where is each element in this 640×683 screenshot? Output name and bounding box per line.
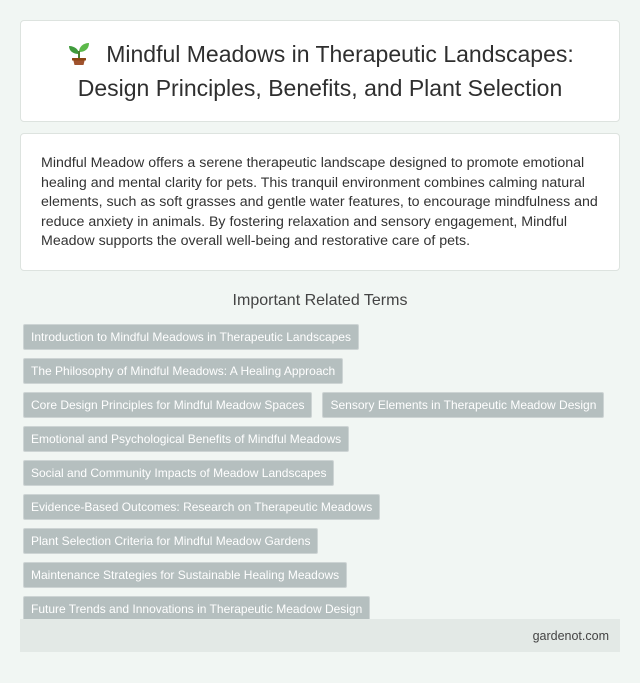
term-chip[interactable]: Core Design Principles for Mindful Meadow Spaces [23,392,312,418]
term-chip[interactable]: Emotional and Psychological Benefits of Mindful Meadows [23,426,349,452]
related-terms-heading: Important Related Terms [232,292,408,309]
sprout-icon [66,40,92,66]
page-title-text: Mindful Meadows in Therapeutic Landscapes: Design Principles, Benefits, and Plant Selection [77,41,574,101]
term-chip[interactable]: Introduction to Mindful Meadows in Therapeutic Landscapes [23,324,359,350]
term-chip[interactable]: Plant Selection Criteria for Mindful Meadow Gardens [23,528,318,554]
term-row [23,426,623,452]
title-card [20,20,620,122]
term-row [23,324,623,350]
term-row [23,460,623,486]
term-chip[interactable]: Social and Community Impacts of Meadow Landscapes [23,460,334,486]
term-chip[interactable]: Maintenance Strategies for Sustainable Healing Meadows [23,562,347,588]
footer-bar [20,619,620,652]
term-row [23,392,623,418]
related-terms-list [23,324,623,630]
intro-paragraph: Mindful Meadow offers a serene therapeutic landscape designed to promote emotional healing and mental clarity for pets. This tranquil environment combines calming natural elements, such as soft grasses and gentle water features, to encourage mindfulness and reduce anxiety in animals. By fostering relaxation and sensory engagement, Mindful Meadow supports the overall well-being and restorative care of pets. [41,155,598,250]
footer-site-link[interactable]: gardenot.com [532,628,609,643]
term-row [23,528,623,554]
term-row [23,358,623,384]
page-title [40,37,600,105]
term-chip[interactable]: Future Trends and Innovations in Therapeutic Meadow Design [23,596,370,622]
term-row [23,494,623,520]
term-chip[interactable]: Sensory Elements in Therapeutic Meadow Design [322,392,604,418]
term-row [23,562,623,588]
term-chip[interactable]: The Philosophy of Mindful Meadows: A Healing Approach [23,358,343,384]
intro-card [20,133,620,271]
term-chip[interactable]: Evidence-Based Outcomes: Research on Therapeutic Meadows [23,494,380,520]
